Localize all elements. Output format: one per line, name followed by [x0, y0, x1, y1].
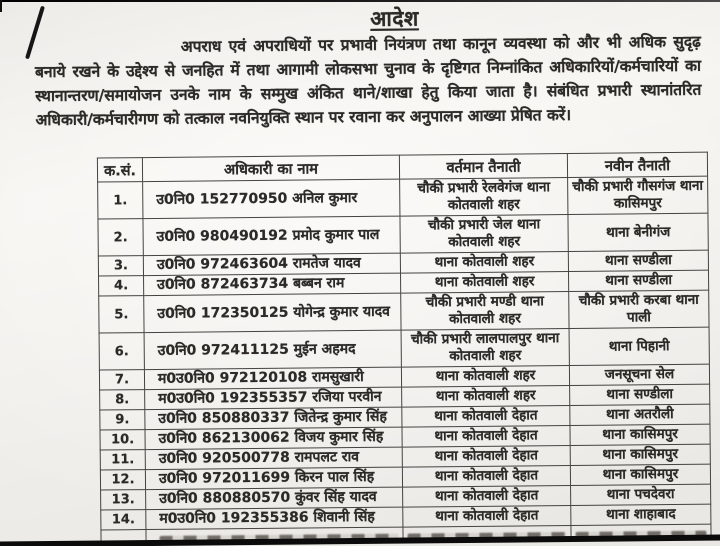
new-posting-cell: थाना कासिमपुर [570, 444, 710, 465]
page-title: आदेश [370, 6, 419, 31]
officer-name-cell: म0उ0नि0 192355357 रजिया परवीन [145, 387, 402, 409]
serial-cell: 10. [100, 430, 145, 450]
officer-name-cell: उ0नि0 872463734 बब्बन राम [144, 273, 401, 295]
serial-cell: 6. [99, 333, 144, 370]
officer-name-cell: उ0नि0 920500778 रामपलट राव [145, 447, 402, 469]
new-posting-cell: जनसूचना सेल [569, 364, 709, 385]
officer-name-cell: उ0नि0 862130062 विजय कुमार सिंह [145, 427, 402, 449]
current-posting-cell: चौकी प्रभारी लालपालपुर थाना कोतवाली शहर [401, 328, 569, 367]
serial-cell: 2. [98, 219, 143, 256]
officer-name-cell: उ0नि0 972463604 रामतेज यादव [143, 253, 400, 275]
new-posting-cell: थाना पिहानी [569, 327, 709, 365]
serial-cell: 13. [101, 490, 146, 510]
officer-name-cell: उ0नि0 972411125 मुईन अहमद [144, 330, 401, 369]
current-posting-cell: थाना कोतवाली शहर [400, 251, 568, 273]
table-row [98, 213, 708, 256]
serial-cell: 8. [100, 390, 145, 410]
transfer-table [97, 152, 712, 542]
table-row [98, 176, 708, 219]
serial-cell: 4. [99, 276, 144, 296]
table-row [99, 290, 709, 333]
officer-name-cell: उ0नि0 850880337 जितेन्द्र कुमार सिंह [145, 407, 402, 429]
officer-name-cell: म0उ0नि0 972120108 रामसुखारी [144, 367, 401, 389]
current-posting-cell: चौकी प्रभारी जेल थाना कोतवाली शहर [400, 215, 568, 254]
new-posting-cell: थाना कासिमपुर [570, 464, 710, 485]
header-new-posting: नवीन तैनाती [567, 152, 707, 177]
officer-name-cell: उ0नि0 172350125 योगेन्द्र कुमार यादव [144, 293, 401, 332]
serial-cell: 9. [100, 410, 145, 430]
new-posting-cell: थाना कासिमपुर [570, 424, 710, 445]
current-posting-cell: थाना कोतवाली शहर [401, 271, 569, 293]
new-posting-cell: थाना शाहाबाद [571, 504, 711, 525]
current-posting-cell: थाना कोतवाली शहर [401, 365, 569, 387]
officer-name-cell: उ0नि0 972011699 किरन पाल सिंह [145, 467, 402, 489]
header-officer-name: अधिकारी का नाम [142, 155, 399, 181]
officer-name-cell: उ0नि0 980490192 प्रमोद कुमार पाल [143, 216, 400, 255]
current-posting-cell: थाना कोतवाली देहात [403, 505, 571, 527]
serial-cell: 5. [99, 296, 144, 333]
table-row [99, 327, 709, 370]
serial-cell: 3. [98, 256, 143, 276]
serial-cell: 11. [100, 450, 145, 470]
officer-name-cell: उ0नि0 152770950 अनिल कुमार [143, 179, 400, 218]
new-posting-cell: थाना पचदेवरा [571, 484, 711, 505]
serial-cell: 12. [100, 470, 145, 490]
current-posting-cell: थाना कोतवाली देहात [402, 465, 570, 487]
current-posting-cell: चौकी प्रभारी रेलवेगंज थाना कोतवाली शहर [400, 178, 568, 217]
order-paragraph: अपराध एवं अपराधियों पर प्रभावी नियंत्रण तथा कानून व्यवस्था को और भी अधिक सुदृढ़ बनाये रखने के उद्देश्य से जनहित में तथा आगामी लोकसभा चुनाव के दृष्टिगत निम्नांकित अधिकारियों/कर्मचारियों का स्थानान्तरण/समायोजन उनके नाम के सम्मुख अंकित थाने/शाखा हेतु किया जाता है। संबंधित प्रभारी स्थानांतरित अधिकारी/कर्मचारीगण को तत्काल नवनियुक्ति स्थान पर रवाना कर अनुपालन आख्या प्रेषित करें। [34, 32, 702, 130]
serial-cell: 1. [98, 182, 143, 219]
current-posting-cell: थाना कोतवाली देहात [402, 445, 570, 467]
new-posting-cell: थाना सण्डीला [568, 270, 708, 291]
transfer-table-body [98, 176, 711, 530]
header-current-posting: वर्तमान तैनाती [399, 154, 567, 180]
new-posting-cell: थाना बेनीगंज [568, 213, 708, 251]
new-posting-cell: थाना सण्डीला [570, 384, 710, 405]
current-posting-cell: थाना कोतवाली देहात [403, 485, 571, 507]
new-posting-cell: थाना अतरौली [570, 404, 710, 425]
serial-cell: 14. [101, 510, 146, 530]
new-posting-cell: चौकी प्रभारी गौसगंज थाना कासिमपुर [568, 176, 708, 214]
officer-name-cell: उ0नि0 880880570 कुंवर सिंह यादव [146, 487, 403, 509]
officer-name-cell: म0उ0नि0 192355386 शिवानी सिंह [146, 507, 403, 529]
header-serial: क.सं. [97, 158, 142, 182]
current-posting-cell: थाना कोतवाली देहात [402, 425, 570, 447]
new-posting-cell: चौकी प्रभारी करबा थाना पाली [569, 290, 709, 328]
new-posting-cell: थाना सण्डीला [568, 250, 708, 271]
serial-cell: 7. [99, 370, 144, 390]
current-posting-cell: थाना कोतवाली देहात [402, 405, 570, 427]
current-posting-cell: थाना कोतवाली शहर [402, 385, 570, 407]
current-posting-cell: चौकी प्रभारी मण्डी थाना कोतवाली शहर [401, 291, 569, 330]
